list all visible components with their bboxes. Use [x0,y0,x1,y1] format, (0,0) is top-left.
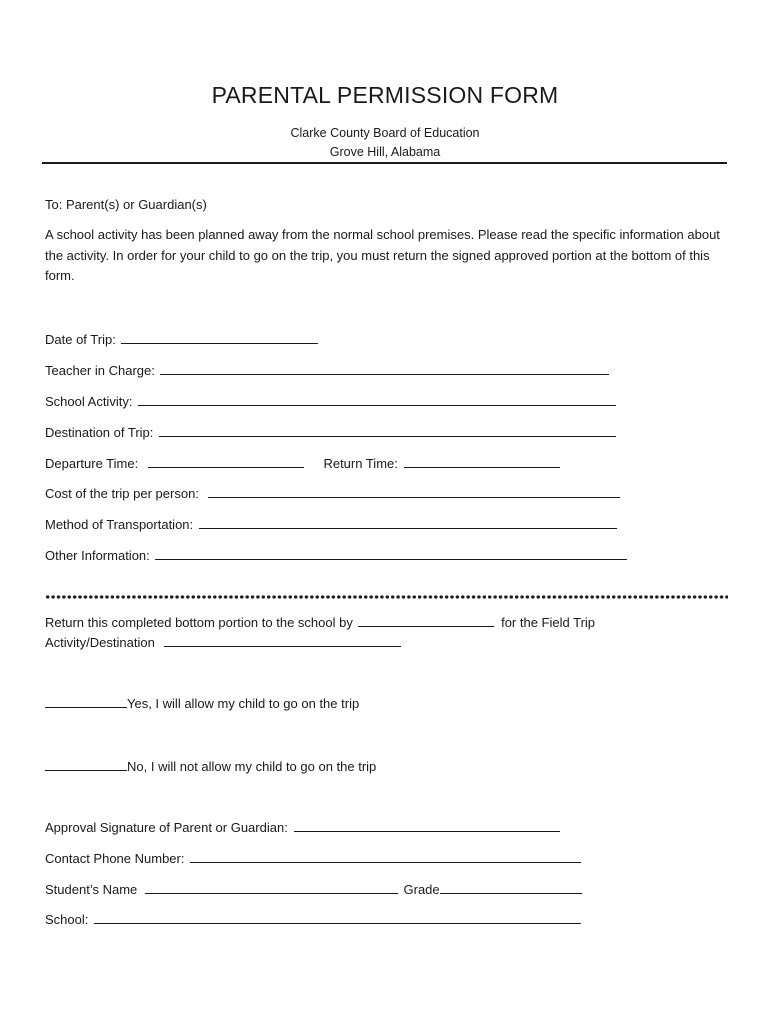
phone-field[interactable] [190,849,581,863]
activity-label: School Activity: [45,394,133,409]
yes-label: Yes, I will allow my child to go on the trip [127,696,360,711]
activity-destination-row [45,633,401,651]
destination-field[interactable] [159,423,616,437]
salutation: To: Parent(s) or Guardian(s) [45,197,207,212]
transport-field[interactable] [199,515,617,529]
return-by-suffix: for the Field Trip [501,615,596,630]
other-info-field[interactable] [155,546,627,560]
school-label: School: [45,912,89,927]
other-info-row [45,546,627,564]
transport-label: Method of Transportation: [45,517,194,532]
no-label: No, I will not allow my child to go on the trip [127,759,377,774]
cost-label: Cost of the trip per person: [45,486,199,501]
form-title: PARENTAL PERMISSION FORM [211,82,559,108]
grade-label: Grade [403,882,440,897]
return-by-date-field[interactable] [358,613,494,627]
return-by-label: Return this completed bottom portion to the school by [45,615,353,630]
transport-row [45,515,617,533]
signature-label: Approval Signature of Parent or Guardian: [45,820,288,835]
date-of-trip-label: Date of Trip: [45,332,116,347]
signature-field[interactable] [294,818,560,832]
phone-row [45,849,581,867]
other-info-label: Other Information: [45,548,150,563]
yes-checkbox-line[interactable] [45,694,127,708]
teacher-label: Teacher in Charge: [45,363,155,378]
return-time-field[interactable] [404,454,560,468]
departure-time-label: Departure Time: [45,456,139,471]
signature-row [45,818,560,836]
phone-label: Contact Phone Number: [45,851,185,866]
no-checkbox-line[interactable] [45,757,127,771]
activity-row [45,392,616,410]
departure-time-field[interactable] [148,454,304,468]
student-name-field[interactable] [145,880,398,894]
activity-destination-label: Activity/Destination [45,635,155,650]
date-of-trip-field[interactable] [121,330,318,344]
destination-label: Destination of Trip: [45,425,154,440]
school-row [45,910,581,928]
activity-field[interactable] [138,392,616,406]
cost-field[interactable] [208,484,620,498]
teacher-field[interactable] [160,361,609,375]
return-by-row [45,613,595,631]
teacher-row [45,361,609,379]
organization-name: Clarke County Board of Education [290,126,480,140]
grade-field[interactable] [440,880,582,894]
header-rule [42,162,727,164]
no-row [45,757,376,775]
activity-destination-field[interactable] [164,633,401,647]
cost-row [45,484,620,502]
student-name-label: Student’s Name [45,882,138,897]
yes-row [45,694,359,712]
tear-line [45,595,728,599]
organization-location: Grove Hill, Alabama [329,145,441,159]
student-row [45,880,582,898]
date-of-trip-row [45,330,318,348]
return-time-label: Return Time: [323,456,398,471]
school-field[interactable] [94,910,581,924]
destination-row [45,423,616,441]
letter-body: A school activity has been planned away from the normal school premises. Please read the specific information about the activity. In order for your child to go on the trip, you must return the signed approved portion at the bottom of this form. [45,227,720,283]
times-row [45,454,560,472]
